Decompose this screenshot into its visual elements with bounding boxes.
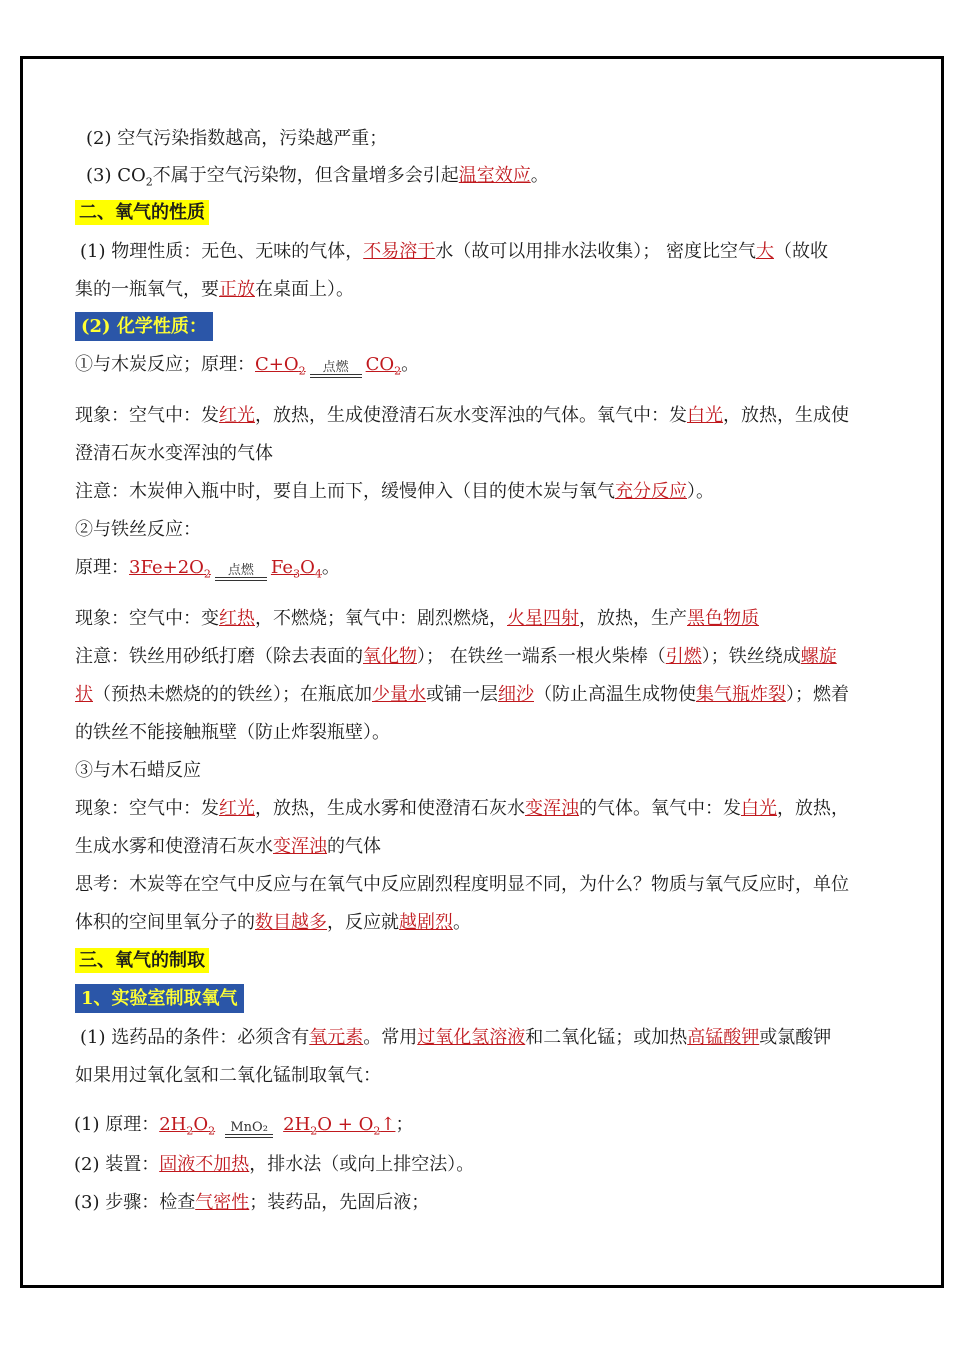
text-line: 状（预热未燃烧的的铁丝）；在瓶底加少量水或铺一层细沙（防止高温生成物使集气瓶炸裂）；燃着 bbox=[75, 684, 849, 705]
answer: 螺旋 bbox=[800, 646, 837, 667]
answer: 数目越多 bbox=[255, 912, 327, 933]
text-line: 如果用过氧化氢和二氧化锰制取氧气： bbox=[75, 1065, 381, 1086]
text-line: (3) 步骤：检查气密性；装药品，先固后液； bbox=[74, 1192, 430, 1213]
text-line: (2) 装置：固液不加热，排水法（或向上排空法）。 bbox=[74, 1154, 475, 1175]
answer: 集气瓶炸裂 bbox=[696, 684, 786, 705]
text-line: 注意：铁丝用砂纸打磨（除去表面的氧化物）； 在铁丝一端系一根火柴棒（引燃）；铁丝绕成螺旋 bbox=[75, 646, 837, 667]
section-heading: 三、氧气的制取 bbox=[75, 948, 209, 974]
text-line: (1) 选药品的条件：必须含有氧元素。常用过氧化氢溶液和二氧化锰；或加热高锰酸钾或氯酸钾 bbox=[80, 1027, 832, 1048]
subsection-heading: 1、实验室制取氧气 bbox=[75, 986, 244, 1012]
text-line: (1) 原理：$2H_2O_2$ MnO₂ $2H_2O$ + $O_2↑$； bbox=[74, 1112, 413, 1145]
answer: 细沙 bbox=[498, 684, 534, 705]
text-line: 注意：木炭伸入瓶中时，要自上而下，缓慢伸入（目的使木炭与氧气充分反应）。 bbox=[75, 481, 714, 502]
answer: 越剧烈 bbox=[399, 912, 453, 933]
answer: 固液不加热 bbox=[159, 1154, 250, 1175]
answer: 过氧化氢溶液 bbox=[417, 1027, 526, 1048]
reaction-arrow: 点燃 bbox=[306, 359, 366, 385]
text-line: 的铁丝不能接触瓶壁（防止炸裂瓶壁）。 bbox=[75, 722, 390, 743]
answer: 状 bbox=[75, 684, 93, 705]
text-line: 体积的空间里氧分子的数目越多，反应就越剧烈。 bbox=[75, 912, 471, 933]
answer: 充分反应 bbox=[615, 481, 687, 502]
answer: 红光 bbox=[219, 405, 255, 426]
section-heading: 二、氧气的性质 bbox=[75, 200, 209, 226]
text-line: ③与木石蜡反应 bbox=[75, 760, 201, 781]
reaction-arrow: MnO₂ bbox=[221, 1119, 277, 1145]
answer: $2H_2O_2$ bbox=[159, 1114, 216, 1138]
answer: $Fe_3O_4$ bbox=[270, 557, 322, 581]
answer: 变浑浊 bbox=[525, 798, 579, 819]
text-line: 现象：空气中：发红光，放热，生成水雾和使澄清石灰水变浑浊的气体。氧气中：发白光，放热， bbox=[75, 798, 849, 819]
answer: 正放 bbox=[219, 279, 255, 300]
text-line: 集的一瓶氧气，要正放在桌面上）。 bbox=[75, 279, 354, 300]
answer: 黑色物质 bbox=[687, 608, 759, 629]
text-line: (3) $CO_2$不属于空气污染物，但含量增多会引起温室效应。 bbox=[86, 165, 549, 189]
answer: $2H_2O$ + $O_2↑$ bbox=[283, 1114, 396, 1138]
answer: $3Fe+2O_2$ bbox=[129, 557, 211, 581]
text-line: 思考：木炭等在空气中反应与在氧气中反应剧烈程度明显不同，为什么？物质与氧气反应时，单位 bbox=[75, 874, 849, 895]
subsection-heading: (2) 化学性质： bbox=[75, 314, 213, 340]
text-line: 生成水雾和使澄清石灰水变浑浊的气体 bbox=[75, 836, 381, 857]
answer: 白光 bbox=[741, 798, 777, 819]
answer: 火星四射 bbox=[507, 608, 579, 629]
answer: 大 bbox=[755, 241, 774, 262]
answer: 红热 bbox=[219, 608, 255, 629]
answer: 气密性 bbox=[195, 1192, 250, 1213]
text-line: 澄清石灰水变浑浊的气体 bbox=[75, 443, 273, 464]
answer: 引燃 bbox=[665, 646, 702, 667]
answer: 温室效应 bbox=[458, 165, 531, 186]
answer: 红光 bbox=[219, 798, 255, 819]
text-line: 现象：空气中：发红光，放热，生成使澄清石灰水变浑浊的气体。氧气中：发白光，放热，生成使 bbox=[75, 405, 849, 426]
answer: $CO_2$ bbox=[365, 354, 402, 378]
text-line: (2) 空气污染指数越高，污染越严重； bbox=[86, 128, 388, 149]
answer: 白光 bbox=[687, 405, 723, 426]
reaction-arrow: 点燃 bbox=[211, 562, 271, 588]
text-line: (1) 物理性质：无色、无味的气体，不易溶于水（故可以用排水法收集）； 密度比空气大（故收 bbox=[80, 241, 828, 262]
answer: 不易溶于 bbox=[363, 241, 436, 262]
answer: 氧元素 bbox=[309, 1027, 364, 1048]
text-line: 原理：$3Fe+2O_2$ 点燃 $Fe_3O_4$。 bbox=[75, 555, 340, 588]
answer: 高锰酸钾 bbox=[687, 1027, 760, 1048]
answer: $C+O_2$ bbox=[255, 354, 306, 378]
answer: 少量水 bbox=[372, 684, 426, 705]
text-line: ①与木炭反应；原理：$C+O_2$ 点燃 $CO_2$。 bbox=[75, 352, 419, 385]
text-line: ②与铁丝反应： bbox=[75, 519, 201, 540]
text-line: 现象：空气中：变红热，不燃烧；氧气中：剧烈燃烧，火星四射，放热，生产黑色物质 bbox=[75, 608, 759, 629]
answer: 变浑浊 bbox=[273, 836, 327, 857]
answer: 氧化物 bbox=[363, 646, 417, 667]
